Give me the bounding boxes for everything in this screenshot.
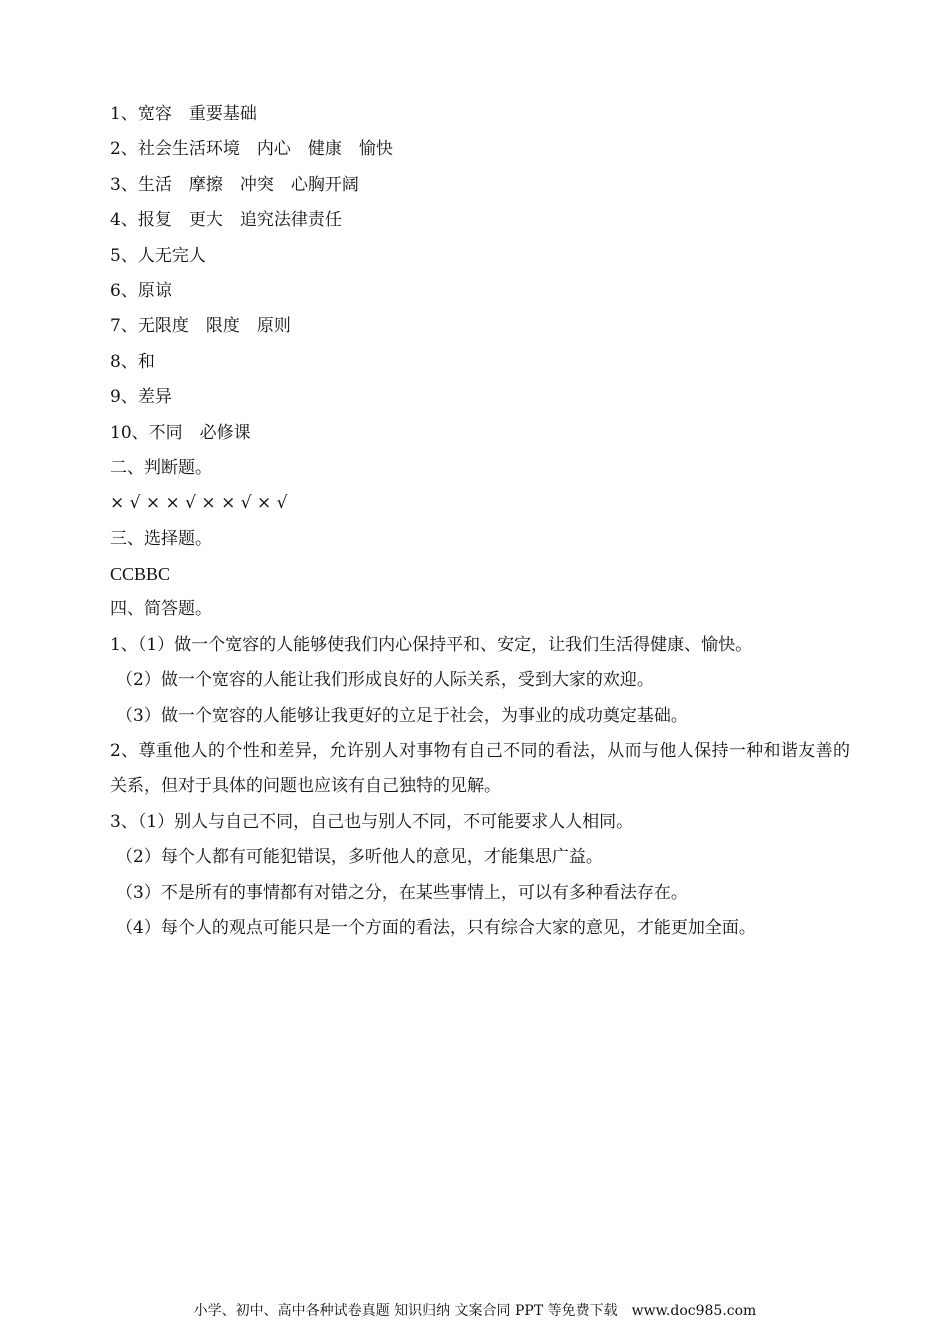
short-answer-q3-point: （3）不是所有的事情都有对错之分，在某些事情上，可以有多种看法存在。 [116,882,688,903]
short-answer-q3-point: （4）每个人的观点可能只是一个方面的看法，只有综合大家的意见，才能更加全面。 [116,918,756,939]
judgment-answers: × √ × × √ × × √ × √ [110,493,288,514]
fill-in-item: 9、差异 [110,387,172,408]
short-answer-q1-point: （3）做一个宽容的人能够让我更好的立足于社会，为事业的成功奠定基础。 [116,705,688,726]
short-answer-q1-point: （2）做一个宽容的人能让我们形成良好的人际关系，受到大家的欢迎。 [116,670,654,691]
fill-in-item: 3、生活 摩擦 冲突 心胸开阔 [110,174,359,195]
answer-key [110,97,850,946]
page-footer: 小学、初中、高中各种试卷真题 知识归纳 文案合同 PPT 等免费下载 www.doc985.com [193,1303,757,1319]
fill-in-item: 5、人无完人 [110,245,206,266]
fill-in-item: 2、社会生活环境 内心 健康 愉快 [110,139,393,160]
judgment-section [110,451,850,522]
short-answer-q2: 2、尊重他人的个性和差异，允许别人对事物有自己不同的看法，从而与他人保持一种和谐友善的关系，但对于具体的问题也应该有自己独特的见解。 [110,741,850,797]
fill-in-item: 10、不同 必修课 [110,422,251,443]
fill-in-item: 6、原谅 [110,280,172,301]
fill-in-answers [110,97,850,451]
fill-in-item: 7、无限度 限度 原则 [110,316,291,337]
section-heading: 四、简答题。 [110,599,212,620]
fill-in-item: 8、和 [110,351,155,372]
section-heading: 三、选择题。 [110,528,212,549]
fill-in-item: 4、报复 更大 追究法律责任 [110,210,342,231]
short-answer-q3-point: （2）每个人都有可能犯错误，多听他人的意见，才能集思广益。 [116,847,603,868]
section-heading: 二、判断题。 [110,457,212,478]
short-answer-q3-point: 3、（1）别人与自己不同，自己也与别人不同，不可能要求人人相同。 [110,811,634,832]
short-answer-q1-point: 1、（1）做一个宽容的人能够使我们内心保持平和、安定，让我们生活得健康、愉快。 [110,634,753,655]
short-answer-section [110,592,850,946]
choice-section [110,522,850,593]
choice-answers: CCBBC [110,564,171,585]
fill-in-item: 1、宽容 重要基础 [110,104,257,124]
